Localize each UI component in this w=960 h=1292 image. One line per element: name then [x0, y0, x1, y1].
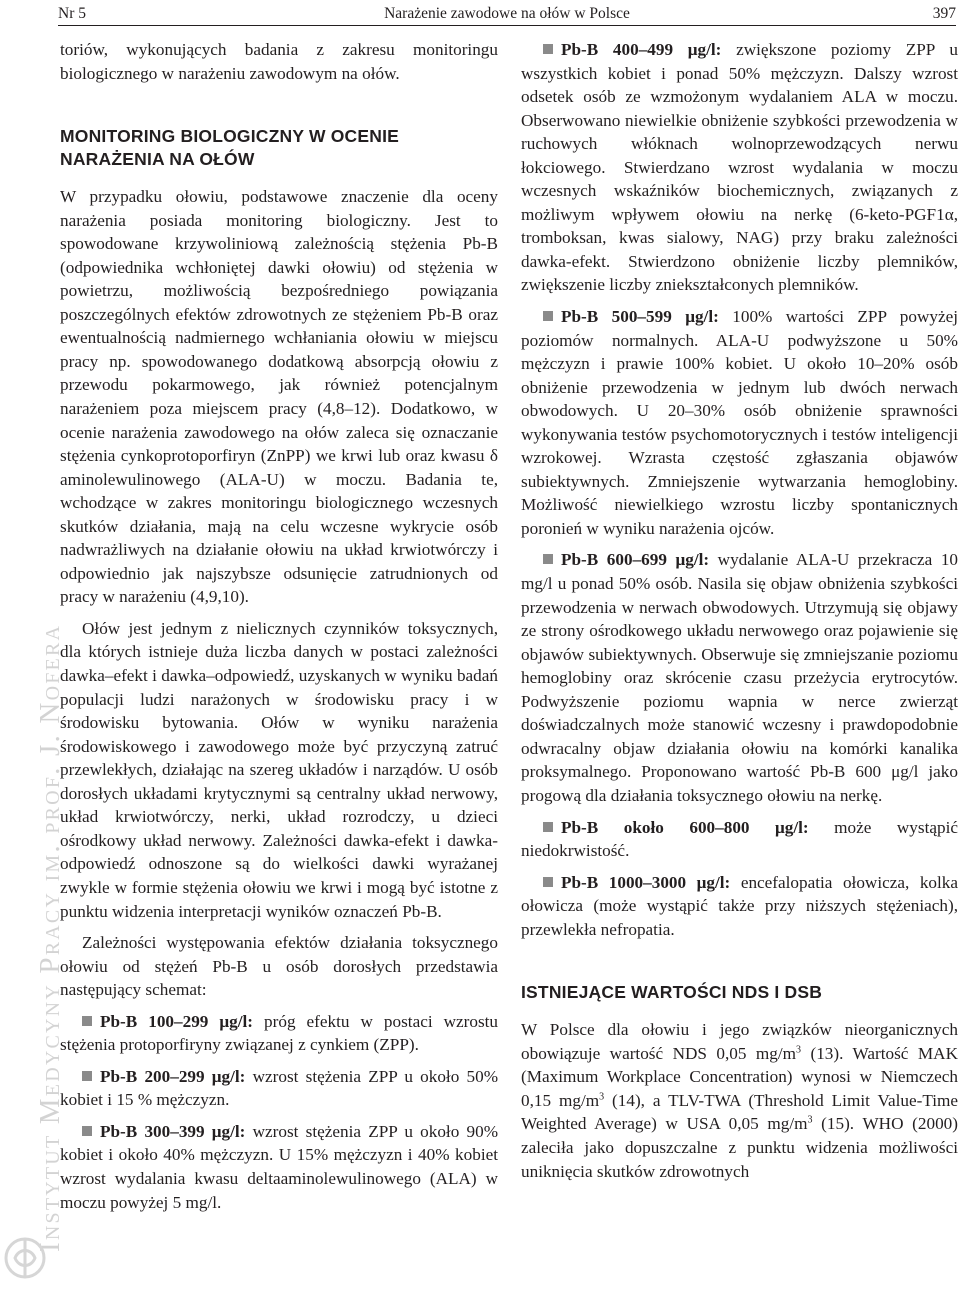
square-bullet-icon: [543, 554, 553, 564]
bullet-text: 100% wartości ZPP powyżej poziomów normalnych. ALA-U podwyższone u 50% mężczyzn i prawie 100% kobiet. U około 10–20% osób obniżenie przewodzenia w jednym lub dwóch nerwach obwodowych. U 20–30% osób obniżenie sprawności wykonywania testów psychomotorycznych i testów inteligencji wzrokowej. Wzrasta częstość zgłaszania objawów subiektywnych. Zmniejszenie wytwarzania hemoglobiny. Możliwość niewielkiego wzrostu liczby spontanicznych poronień w wyniku narażenia ojców.: [521, 307, 959, 538]
bullet-text: encefalopatia ołowicza, kolka ołowicza (może wystąpić także przy niższych stężeniach), przewlekła nefropatia.: [521, 872, 959, 939]
running-title: Narażenie zawodowe na ołów w Polsce: [384, 5, 630, 22]
bullet-label: Pb-B 1000–3000 μg/l:: [561, 872, 731, 892]
bullet-label: Pb-B 300–399 μg/l:: [100, 1121, 246, 1141]
intro-paragraph: toriów, wykonujących badania z zakresu monitoringu biologicznego w narażeniu zawodowym na ołów.: [60, 40, 498, 83]
bullet-pbb-200-299: [60, 1065, 498, 1112]
left-column: [60, 38, 498, 1214]
publisher-watermark: Instytut Medycyny Pracy im. prof. J. Nofera: [34, 623, 66, 1252]
nds-text-3: (14), a TLV-TWA (Threshold Limit Value-Time Weighted Average) w USA 0,05 mg/m: [521, 1090, 959, 1134]
superscript: 3: [796, 1044, 802, 1056]
bullet-label: Pb-B 200–299 μg/l:: [100, 1066, 246, 1086]
bullet-text: zwiększone poziomy ZPP u wszystkich kobiet i ponad 50% mężczyzn. Dalszy wzrost odsetek osób ze wzmożonym wydalaniem ALA w moczu. Obserwowano niewielkie obniżenie szybkości przewodzenia w ruchowych włóknach wolnoprzewodzących nerwu łokciowego. Stwierdzano wzrost wydalania w moczu wczesnych wskaźników biochemicznych, związanych z możliwym wpływem ołowiu na nerkę (6-keto-PGF1α, tromboksan, kwas sialowy, NAG) przy braku zależności dawka-efekt. Stwierdzono obniżenie liczby plemników, zwiększenie liczby zniekształconych plemników.: [521, 40, 958, 295]
bullet-label: Pb-B 500–599 μg/l:: [561, 307, 719, 327]
publisher-logo-icon: [3, 1228, 47, 1284]
square-bullet-icon: [82, 1126, 92, 1136]
paragraph-nds-values: [521, 1018, 958, 1183]
paragraph-schema-intro: Zależności występowania efektów działania toksycznego ołowiu od stężeń Pb-B u osób dorosłych przedstawia następujący schemat:: [60, 933, 498, 1000]
nds-text-1: W Polsce dla ołowiu i jego związków nieorganicznych obowiązuje wartość NDS 0,05 mg/m: [521, 1020, 958, 1063]
bullet-text: wzrost stężenia ZPP u około 90% kobiet i około 40% mężczyzn. U 15% mężczyzn i 40% kobiet wzrost wydalania kwasu deltaaminolewulinowego (ALA) w moczu powyżej 5 mg/l.: [60, 1121, 499, 1212]
bullet-pbb-600-800: [521, 816, 958, 863]
superscript: 3: [807, 1114, 813, 1126]
page-number: 397: [932, 5, 956, 22]
square-bullet-icon: [543, 877, 553, 887]
bullet-text: wzrost stężenia ZPP u około 50% kobiet i 15 % mężczyzn.: [60, 1066, 499, 1110]
square-bullet-icon: [543, 311, 553, 321]
section-heading-monitoring: MONITORING BIOLOGICZNY W OCENIE NARAŻENIA NA OŁÓW: [60, 126, 400, 170]
nds-text-2: (13). Wartość MAK (Maximum Workplace Concentration) wynosi w Niemczech 0,15 mg/m: [521, 1043, 958, 1110]
section-heading-nds-dsb: ISTNIEJĄCE WARTOŚCI NDS I DSB: [521, 982, 823, 1003]
issue-number: Nr 5: [58, 5, 86, 22]
nds-text-4: (15). WHO (2000) zaleciła jako dopuszczalne z punktu widzenia możliwości uniknięcia skutków zdrowotnych: [521, 1114, 958, 1181]
bullet-pbb-400-499: [521, 38, 958, 297]
bullet-label: Pb-B 600–699 μg/l:: [561, 550, 710, 570]
running-head: [58, 0, 956, 26]
paragraph-monitoring: W przypadku ołowiu, podstawowe znaczenie dla oceny narażenia posiada monitoring biologiczny. Jest to spowodowane krzywoliniową zależnością stężenia Pb-B (odpowiednika wchłoniętej dawki ołowiu) od stężenia w powietrzu, możliwością bezpośredniego powiązania poszczególnych efektów zdrowotnych ze stężeniem Pb-B oraz ewentualnością nadmiernego wchłaniania ołowiu w miejscu pracy np. spowodowanego dodatkową absorpcją ołowiu z przewodu pokarmowego, jak również potencjalnym narażeniem poza miejscem pracy (4,8–12). Dodatkowo, w ocenie narażenia zawodowego na ołów zaleca się oznaczanie stężenia cynkoprotoporfiryn (ZnPP) we krwi lub oraz kwasu δ aminolewulinowego (ALA-U) w moczu. Badania te, wchodzące w zakres monitoringu biologicznego wczesnych skutków działania, mają na celu wczesne wykrycie osób nadwrażliwych na działanie ołowiu na układ krwiotwórczy i odpowiednio jak najszybsze odsunięcie zatrudnionych od pracy w narażeniu (4,9,10).: [60, 187, 498, 607]
bullet-pbb-300-399: [60, 1120, 498, 1214]
bullet-pbb-500-599: [521, 305, 958, 540]
right-column: [521, 38, 958, 1183]
bullet-label: Pb-B około 600–800 μg/l:: [561, 817, 809, 837]
square-bullet-icon: [543, 822, 553, 832]
paragraph-dose-effect: Ołów jest jednym z nielicznych czynników toksycznych, dla których istnieje duża liczba danych w postaci zależności dawka–efekt i dawka–odpowiedź, uzyskanych w wyniku badań populacji ludzi narażonych w środowisku pracy i w środowisku bytowania. Ołów w wyniku narażenia środowiskowego i zawodowego może być przyczyną zatruć przewlekłych, działając na szereg układów i narządów. U osób dorosłych układami krytycznymi są centralny układ nerwowy, układ krwiotwórczy, nerki, układ rozrodczy, u dzieci ośrodkowy układ nerwowy. Zależności dawka-efekt i dawka-odpowiedź odnoszone są do wielkości dawki wyrażanej zwykle w formie stężenia ołowiu we krwi i mogą być istotne z punktu widzenia interpretacji wyników oznaczeń Pb-B.: [60, 618, 498, 921]
bullet-text: wydalanie ALA-U przekracza 10 mg/l u ponad 50% osób. Nasila się objaw obniżenia szybkości przewodzenia w nerwach obwodowych. Utrzymują się objawy ze strony ośrodkowego układu nerwowego oraz pojawienie się objawów subiektywnych. Obserwuje się zmniejszanie poziomu hemoglobiny oraz skrócenie czasu przeżycia erytrocytów. Podwyższenie poziomu wapnia w nerce zwierząt doświadczalnych może stanowić wczesny i prawdopodobnie odwracalny objaw działania ołowiu na komórki kanalika proksymalnego. Proponowano wartość Pb-B 600 μg/l jako progową dla działania toksycznego ołowiu na nerkę.: [521, 550, 959, 805]
square-bullet-icon: [82, 1016, 92, 1026]
bullet-pbb-1000-3000: [521, 871, 958, 942]
square-bullet-icon: [82, 1071, 92, 1081]
bullet-text: może wystąpić niedokrwistość.: [521, 817, 958, 861]
bullet-pbb-600-699: [521, 548, 958, 807]
superscript: 3: [599, 1091, 605, 1103]
bullet-text: próg efektu w postaci wzrostu stężenia protoporfiryny związanej z cynkiem (ZPP).: [60, 1011, 499, 1055]
square-bullet-icon: [543, 44, 553, 54]
bullet-pbb-100-299: [60, 1010, 498, 1057]
bullet-label: Pb-B 100–299 μg/l:: [100, 1011, 254, 1031]
bullet-label: Pb-B 400–499 μg/l:: [561, 40, 722, 59]
